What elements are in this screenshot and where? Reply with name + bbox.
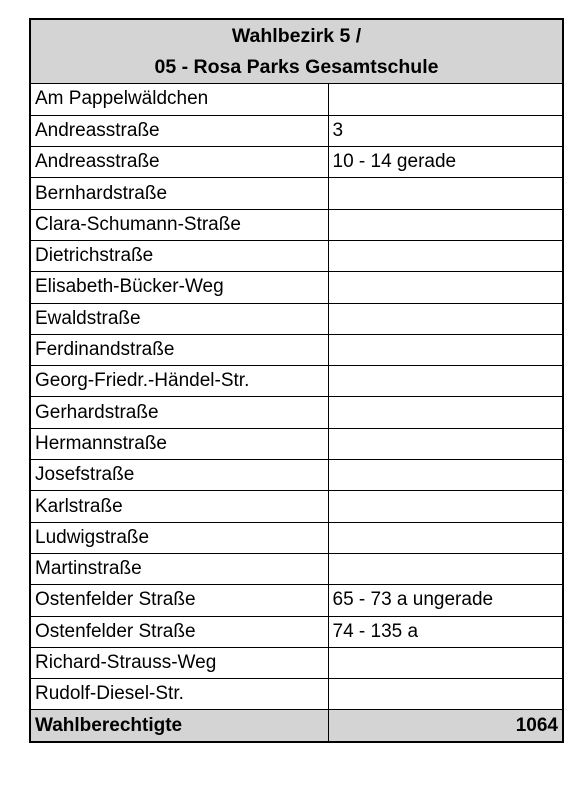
total-value: 1064 bbox=[328, 710, 562, 741]
street-name-cell: Josefstraße bbox=[31, 460, 328, 491]
house-numbers-cell bbox=[328, 272, 562, 303]
street-name-cell: Martinstraße bbox=[31, 553, 328, 584]
street-name-cell: Dietrichstraße bbox=[31, 240, 328, 271]
table-title bbox=[31, 20, 562, 84]
street-name-cell: Andreasstraße bbox=[31, 147, 328, 178]
election-district-table bbox=[29, 18, 564, 743]
table-row bbox=[31, 366, 562, 397]
house-numbers-cell bbox=[328, 178, 562, 209]
table-row bbox=[31, 84, 562, 115]
street-name-cell: Ewaldstraße bbox=[31, 303, 328, 334]
table-row bbox=[31, 397, 562, 428]
total-row bbox=[31, 710, 562, 741]
table-row bbox=[31, 679, 562, 710]
table-row bbox=[31, 147, 562, 178]
house-numbers-cell: 65 - 73 a ungerade bbox=[328, 585, 562, 616]
street-name-cell: Ostenfelder Straße bbox=[31, 585, 328, 616]
house-numbers-cell bbox=[328, 553, 562, 584]
house-numbers-cell bbox=[328, 334, 562, 365]
street-table bbox=[31, 84, 562, 741]
house-numbers-cell: 74 - 135 a bbox=[328, 616, 562, 647]
house-numbers-cell bbox=[328, 303, 562, 334]
house-numbers-cell bbox=[328, 397, 562, 428]
total-label: Wahlberechtigte bbox=[31, 710, 328, 741]
house-numbers-cell bbox=[328, 647, 562, 678]
table-row bbox=[31, 209, 562, 240]
house-numbers-cell bbox=[328, 522, 562, 553]
table-row bbox=[31, 647, 562, 678]
street-name-cell: Rudolf-Diesel-Str. bbox=[31, 679, 328, 710]
table-row bbox=[31, 428, 562, 459]
title-district: Wahlbezirk 5 / bbox=[231, 25, 362, 47]
table-row bbox=[31, 585, 562, 616]
house-numbers-cell bbox=[328, 679, 562, 710]
street-name-cell: Karlstraße bbox=[31, 491, 328, 522]
house-numbers-cell: 3 bbox=[328, 115, 562, 146]
house-numbers-cell bbox=[328, 491, 562, 522]
street-name-cell: Elisabeth-Bücker-Weg bbox=[31, 272, 328, 303]
house-numbers-cell bbox=[328, 84, 562, 115]
street-name-cell: Ostenfelder Straße bbox=[31, 616, 328, 647]
street-name-cell: Richard-Strauss-Weg bbox=[31, 647, 328, 678]
table-row bbox=[31, 303, 562, 334]
house-numbers-cell: 10 - 14 gerade bbox=[328, 147, 562, 178]
house-numbers-cell bbox=[328, 428, 562, 459]
street-name-cell: Bernhardstraße bbox=[31, 178, 328, 209]
street-name-cell: Gerhardstraße bbox=[31, 397, 328, 428]
house-numbers-cell bbox=[328, 460, 562, 491]
table-row bbox=[31, 178, 562, 209]
table-row bbox=[31, 460, 562, 491]
title-school: 05 - Rosa Parks Gesamtschule bbox=[154, 56, 439, 78]
table-row bbox=[31, 334, 562, 365]
table-row bbox=[31, 272, 562, 303]
table-row bbox=[31, 553, 562, 584]
street-rows bbox=[31, 84, 562, 710]
street-name-cell: Ludwigstraße bbox=[31, 522, 328, 553]
street-name-cell: Ferdinandstraße bbox=[31, 334, 328, 365]
house-numbers-cell bbox=[328, 209, 562, 240]
table-row bbox=[31, 115, 562, 146]
street-name-cell: Andreasstraße bbox=[31, 115, 328, 146]
street-name-cell: Am Pappelwäldchen bbox=[31, 84, 328, 115]
table-row bbox=[31, 616, 562, 647]
street-name-cell: Clara-Schumann-Straße bbox=[31, 209, 328, 240]
house-numbers-cell bbox=[328, 240, 562, 271]
table-row bbox=[31, 491, 562, 522]
house-numbers-cell bbox=[328, 366, 562, 397]
table-row bbox=[31, 522, 562, 553]
street-name-cell: Georg-Friedr.-Händel-Str. bbox=[31, 366, 328, 397]
table-row bbox=[31, 240, 562, 271]
street-name-cell: Hermannstraße bbox=[31, 428, 328, 459]
